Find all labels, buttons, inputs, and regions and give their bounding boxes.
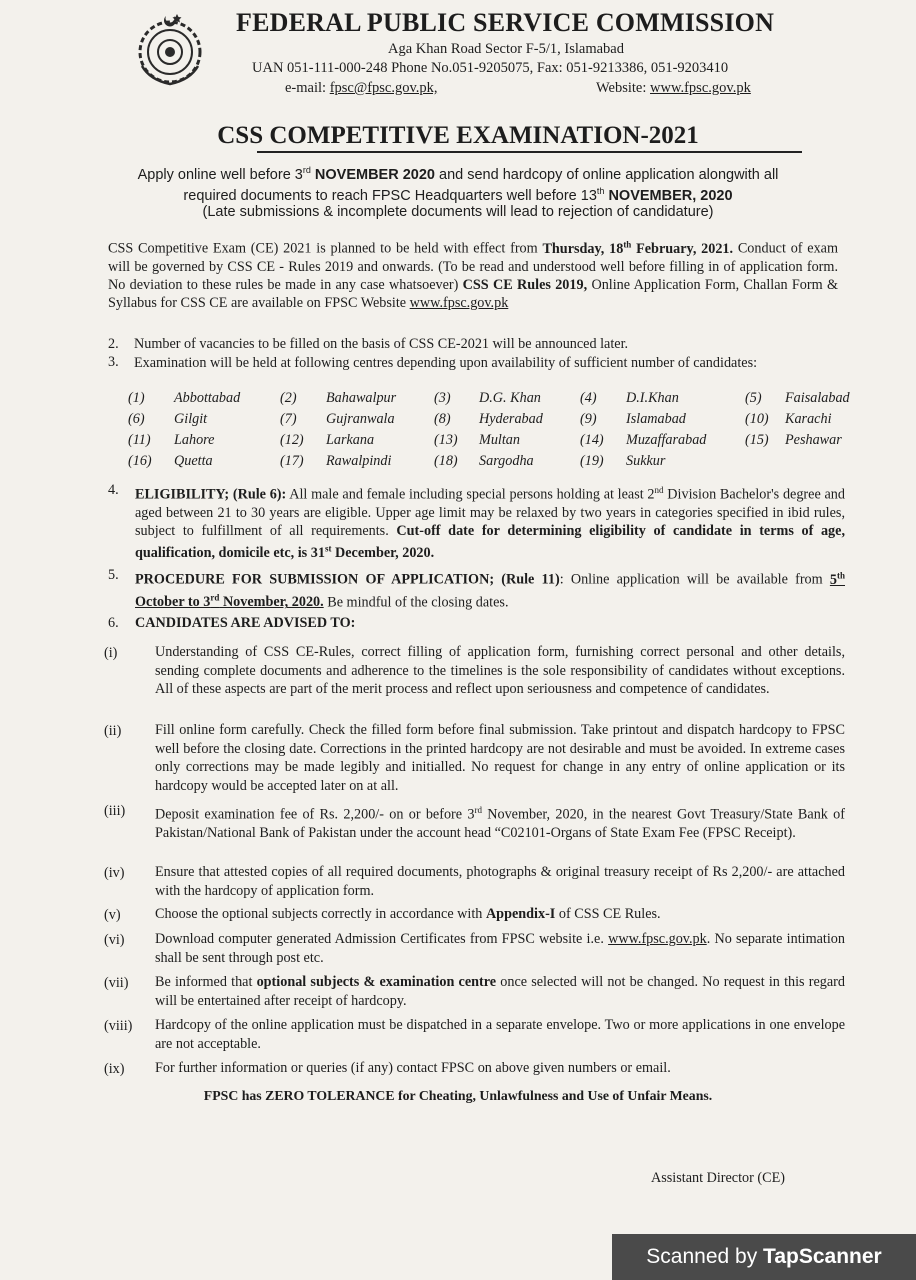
- advice-iii-label: (iii): [104, 803, 126, 819]
- centre-number: (7): [280, 411, 297, 427]
- centre-name: D.G. Khan: [479, 390, 541, 406]
- website-link-advice[interactable]: www.fpsc.gov.pk: [608, 931, 707, 947]
- advice-viii-text: Hardcopy of the online application must be dispatched in a separate envelope. Two or more applications in one envelope are not acceptable.: [155, 1017, 845, 1052]
- item-3-text: Examination will be held at following centres depending upon availability of sufficient number of candidates:: [134, 355, 758, 371]
- centre-name: Multan: [479, 432, 520, 448]
- advice-i-label: (i): [104, 645, 118, 661]
- signoff: Assistant Director (CE): [651, 1170, 785, 1186]
- item-6-number: 6.: [108, 615, 119, 631]
- centre-name: Rawalpindi: [326, 453, 392, 469]
- apply-notice-line-3: (Late submissions & incomplete documents will lead to rejection of candidature): [202, 204, 714, 220]
- centre-number: (5): [745, 390, 762, 406]
- centre-name: Faisalabad: [785, 390, 850, 406]
- zero-tolerance-notice: FPSC has ZERO TOLERANCE for Cheating, Unlawfulness and Use of Unfair Means.: [203, 1088, 713, 1103]
- centre-number: (3): [434, 390, 451, 406]
- centre-number: (18): [434, 453, 458, 469]
- apply-notice-line-2: required documents to reach FPSC Headquarters well before 13th NOVEMBER, 2020: [183, 186, 733, 204]
- centre-number: (11): [128, 432, 151, 448]
- intro-paragraph: CSS Competitive Exam (CE) 2021 is planned to be held with effect from Thursday, 18th February, 2021. Conduct of exam will be governed by CSS CE - Rules 2019 and onwards. (To be read and understood well before filling in of application form. No deviation to these rules be made in any case whatsoever) CSS CE Rules 2019, Online Application Form, Challan Form & Syllabus for CSS CE are available on FPSC Website www.fpsc.gov.pk: [108, 239, 838, 311]
- centre-name: Bahawalpur: [326, 390, 397, 406]
- centre-number: (4): [580, 390, 597, 406]
- centre-name: Abbottabad: [174, 390, 241, 406]
- email-label: e-mail:: [285, 80, 327, 96]
- advice-ix-label: (ix): [104, 1061, 125, 1077]
- advice-vi-text: Download computer generated Admission Certificates from FPSC website i.e. www.fpsc.gov.pk. No separate intimation shall be sent through post etc.: [155, 931, 845, 966]
- centre-number: (13): [434, 432, 458, 448]
- centres-list: [0, 390, 916, 474]
- item-4-eligibility: ELIGIBILITY; (Rule 6): All male and female including special persons holding at least 2nd Division Bachelor's degree and aged between 21 to 30 years are eligible. Upper age limit may be relaxed by two years in categories specified in ibid rules, subject to fulfillment of all requirements. Cut-off date for determining eligibility of candidate in terms of age, qualification, domicile etc, is 31st December, 2020.: [135, 485, 845, 562]
- centre-number: (15): [745, 432, 769, 448]
- centre-number: (1): [128, 390, 145, 406]
- item-6-heading: CANDIDATES ARE ADVISED TO:: [135, 615, 356, 631]
- centre-name: D.I.Khan: [626, 390, 679, 406]
- advice-vii-text: Be informed that optional subjects & examination centre once selected will not be changed. No request in this regard will be entertained after receipt of hardcopy.: [155, 974, 845, 1009]
- centre-name: Hyderabad: [479, 411, 543, 427]
- advice-ii-label: (ii): [104, 723, 122, 739]
- centre-name: Gilgit: [174, 411, 208, 427]
- advice-v-text: Choose the optional subjects correctly in accordance with Appendix-I of CSS CE Rules.: [155, 906, 661, 922]
- centre-number: (16): [128, 453, 152, 469]
- centre-number: (17): [280, 453, 304, 469]
- centre-name: Muzaffarabad: [626, 432, 707, 448]
- advice-vi-label: (vi): [104, 932, 125, 948]
- website-link[interactable]: www.fpsc.gov.pk: [650, 80, 751, 96]
- item-2-number: 2.: [108, 336, 119, 352]
- email-link[interactable]: fpsc@fpsc.gov.pk,: [329, 80, 438, 96]
- advice-v-label: (v): [104, 907, 121, 923]
- centre-name: Quetta: [174, 453, 213, 469]
- apply-notice-line-1: Apply online well before 3rd NOVEMBER 2020 and send hardcopy of online application alongwith all: [137, 165, 779, 183]
- centre-number: (2): [280, 390, 297, 406]
- centre-name: Islamabad: [626, 411, 686, 427]
- centre-number: (19): [580, 453, 604, 469]
- website-link-inline[interactable]: www.fpsc.gov.pk: [409, 294, 509, 311]
- org-contact: UAN 051-111-000-248 Phone No.051-9205075, Fax: 051-9213386, 051-9203410: [252, 60, 729, 76]
- centre-number: (14): [580, 432, 604, 448]
- org-email-row: [285, 80, 438, 97]
- centre-number: (10): [745, 411, 769, 427]
- centre-name: Karachi: [785, 411, 832, 427]
- advice-iv-text: Ensure that attested copies of all required documents, photographs & original treasury receipt of Rs 2,200/- are attached with the hardcopy of application form.: [155, 864, 845, 899]
- centre-name: Lahore: [174, 432, 215, 448]
- centre-number: (6): [128, 411, 145, 427]
- advice-iv-label: (iv): [104, 865, 125, 881]
- centre-number: (12): [280, 432, 304, 448]
- advice-vii-label: (vii): [104, 975, 129, 991]
- org-name: FEDERAL PUBLIC SERVICE COMMISSION: [236, 8, 775, 37]
- item-5-procedure: PROCEDURE FOR SUBMISSION OF APPLICATION; (Rule 11): Online application will be available from 5th October to 3rd November, 2020. Be mindful of the closing dates.: [135, 570, 845, 611]
- org-website-row: [596, 80, 751, 97]
- advice-ii-text: Fill online form carefully. Check the filled form before final submission. Take printout and dispatch hardcopy to FPSC well before the closing date. Corrections in the printed hardcopy are not desirable and must be avoided. In extreme cases only corrections may be made legibly and initialled. No request for change in any entry of online application or its hardcopy would be accepted later on at all.: [155, 722, 845, 794]
- centre-name: Sukkur: [626, 453, 666, 469]
- advice-ix-text: For further information or queries (if any) contact FPSC on above given numbers or email.: [155, 1060, 671, 1076]
- org-address: Aga Khan Road Sector F-5/1, Islamabad: [388, 41, 624, 57]
- centre-name: Larkana: [326, 432, 375, 448]
- scanner-watermark: Scanned by TapScanner: [612, 1234, 916, 1280]
- advice-i-text: Understanding of CSS CE-Rules, correct filling of application form, furnishing correct personal and other details, sending complete documents and adherence to the timelines is the sole responsibility of candidates without exceptions. All of these aspects are part of the merit process and reflect upon seriousness and competence of candidates.: [155, 644, 845, 697]
- item-3-number: 3.: [108, 354, 119, 370]
- item-2-text: Number of vacancies to be filled on the basis of CSS CE-2021 will be announced later.: [134, 336, 629, 352]
- advice-viii-label: (viii): [104, 1018, 133, 1034]
- advice-iii-text: Deposit examination fee of Rs. 2,200/- on or before 3rd November, 2020, in the nearest Govt Treasury/State Bank of Pakistan/National Bank of Pakistan under the account head “C02101-Organs of State Exam Fee (FPSC Receipt).: [155, 805, 845, 842]
- centre-name: Gujranwala: [326, 411, 395, 427]
- fpsc-emblem-icon: [128, 6, 212, 90]
- centre-name: Peshawar: [785, 432, 842, 448]
- centre-number: (9): [580, 411, 597, 427]
- title-underline: [257, 151, 802, 153]
- item-4-number: 4.: [108, 482, 119, 498]
- page-title: CSS COMPETITIVE EXAMINATION-2021: [217, 122, 699, 149]
- website-label: Website:: [596, 80, 647, 96]
- centre-number: (8): [434, 411, 451, 427]
- centre-name: Sargodha: [479, 453, 534, 469]
- item-5-number: 5.: [108, 567, 119, 583]
